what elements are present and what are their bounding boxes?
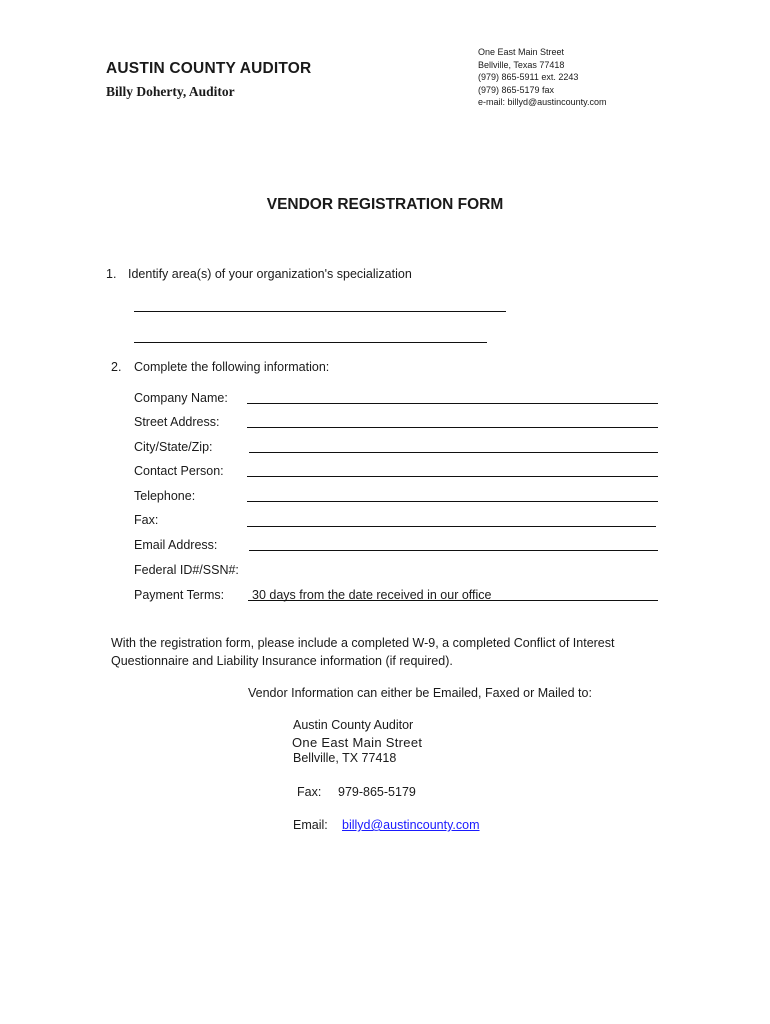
fax-contact-label: Fax:	[297, 785, 322, 799]
city-state-zip-label: City/State/Zip:	[134, 440, 213, 454]
form-title: VENDOR REGISTRATION FORM	[266, 196, 504, 213]
street-address-field[interactable]	[247, 427, 658, 428]
office-contact-block	[478, 46, 607, 109]
telephone-field[interactable]	[247, 501, 658, 502]
submission-methods: Vendor Information can either be Emailed, Faxed or Mailed to:	[248, 686, 592, 700]
federal-id-label: Federal ID#/SSN#:	[134, 563, 239, 577]
specialization-line-2[interactable]	[134, 342, 487, 343]
telephone-label: Telephone:	[134, 489, 196, 503]
city-state-zip-field[interactable]	[249, 452, 658, 453]
mail-city: Bellville, TX 77418	[293, 751, 397, 765]
office-street: One East Main Street	[478, 47, 565, 57]
street-address-label: Street Address:	[134, 415, 220, 429]
office-city: Bellville, Texas 77418	[478, 59, 565, 70]
office-fax: (979) 865-5179 fax	[478, 84, 555, 95]
email-contact-label: Email:	[293, 818, 328, 832]
office-phone: (979) 865-5911 ext. 2243	[478, 72, 579, 83]
contact-person-label: Contact Person:	[134, 464, 224, 478]
question-2-text: Complete the following information:	[134, 360, 330, 374]
fax-field[interactable]	[247, 526, 656, 527]
organization-title: AUSTIN COUNTY AUDITOR	[106, 60, 312, 77]
company-name-label: Company Name:	[134, 391, 228, 405]
question-1-number: 1.	[106, 267, 117, 281]
email-address-label: Email Address:	[134, 538, 218, 552]
mail-recipient: Austin County Auditor	[293, 718, 414, 732]
email-address-field[interactable]	[249, 550, 658, 551]
fax-contact-number: 979-865-5179	[338, 785, 416, 799]
mail-street: One East Main Street	[292, 735, 423, 750]
contact-person-field[interactable]	[247, 476, 658, 477]
office-email: e-mail: billyd@austincounty.com	[478, 97, 607, 108]
payment-terms-label: Payment Terms:	[134, 588, 225, 602]
attachments-instructions: With the registration form, please include a completed W-9, a completed Conflict of Interest Questionnaire and Liability Insurance information (if required).	[111, 636, 615, 668]
specialization-line-1[interactable]	[134, 311, 506, 312]
company-name-field[interactable]	[247, 403, 658, 404]
question-1-text: Identify area(s) of your organization's specialization	[128, 267, 412, 281]
fax-label: Fax:	[134, 513, 159, 527]
email-contact-link[interactable]: billyd@austincounty.com	[342, 818, 480, 832]
question-2-number: 2.	[111, 360, 122, 374]
auditor-name: Billy Doherty, Auditor	[106, 84, 235, 99]
payment-terms-value: 30 days from the date received in our office	[252, 588, 492, 602]
payment-terms-field[interactable]	[248, 600, 658, 601]
